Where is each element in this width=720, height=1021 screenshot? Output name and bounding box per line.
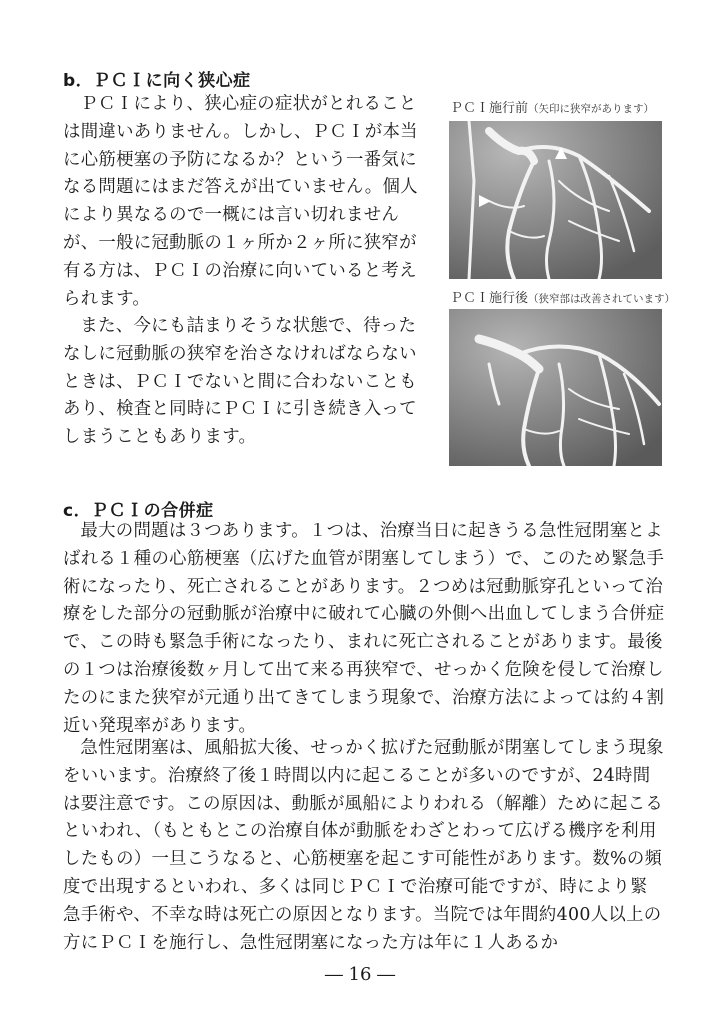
section-b-paragraph-1: ＰＣＩにより、狭心症の症状がとれることは間違いありません。しかし、ＰＣＩが本当に心筋梗塞の予防になるか？という一番気になる問題にはまだ答えが出ていません。個人により異なるので一概には言い切れませんが、一般に冠動脈の１ヶ所か２ヶ所に狭窄が有る方は、ＰＣＩの治療に向いていると考えられます。: [63, 94, 418, 309]
figure-after-caption: [450, 287, 675, 306]
section-c-paragraph-2: 急性冠閉塞は、風船拡大後、せっかく拡げた冠動脈が閉塞してしまう現象をいいます。治療終了後１時間以内に起こることが多いのですが、24時間は要注意です。この原因は、動脈が風船によりわれる（解離）ために起こるといわれ、（もともとこの治療自体が動脈をわざとわって広げる機序を利用したもの）一旦こうなると、心筋梗塞を起こす可能性があります。数%の頻度で出現するといわれ、多くは同じＰＣＩで治療可能ですが、時により緊急手術や、不幸な時は死亡の原因となります。当院では年間約400人以上の方にＰＣＩを施行し、急性冠閉塞になった方は年に１人あるか: [63, 738, 664, 953]
angiogram-before-image: [449, 121, 662, 279]
section-c-heading: c．ＰＣＩの合併症: [63, 501, 214, 521]
section-c-paragraph-1: 最大の問題は３つあります。１つは、治療当日に起きうる急性冠閉塞とよばれる１種の心筋梗塞（広げた血管が閉塞してしまう）で、このため緊急手術になったり、死亡されることがあります。２つめは冠動脈穿孔といって治療をした部分の冠動脈が治療中に破れて心臓の外側へ出血してしまう合併症で、この時も緊急手術になったり、まれに死亡されることがあります。最後の１つは治療後数ヶ月して出て来る再狭窄で、せっかく危険を侵して治療したのにまた狭窄が元通り出てきてしまう現象で、治療方法によっては約４割近い発現率があります。: [63, 521, 665, 736]
figure-after-title: ＰＣＩ施行後: [450, 291, 529, 306]
figure-before-title: ＰＣＩ施行前: [450, 101, 529, 116]
section-b-heading: b．ＰＣＩに向く狭心症: [63, 71, 251, 91]
figure-before-note: （矢印に狭窄があります）: [528, 103, 655, 115]
angiogram-before-graphic: [449, 121, 662, 279]
page-number: ― 16 ―: [324, 964, 396, 985]
angiogram-after-image: [449, 309, 662, 466]
section-b-paragraph-2: また、今にも詰まりそうな状態で、待ったなしに冠動脈の狭窄を治さなければならないときは、ＰＣＩでないと間に合わないこともあり、検査と同時にＰＣＩに引き続き入ってしまうこともあります。: [63, 316, 417, 448]
angiogram-after-graphic: [449, 309, 662, 466]
figure-before-caption: [450, 97, 654, 116]
figure-after-note: （狭窄部は改善されています）: [528, 293, 676, 305]
